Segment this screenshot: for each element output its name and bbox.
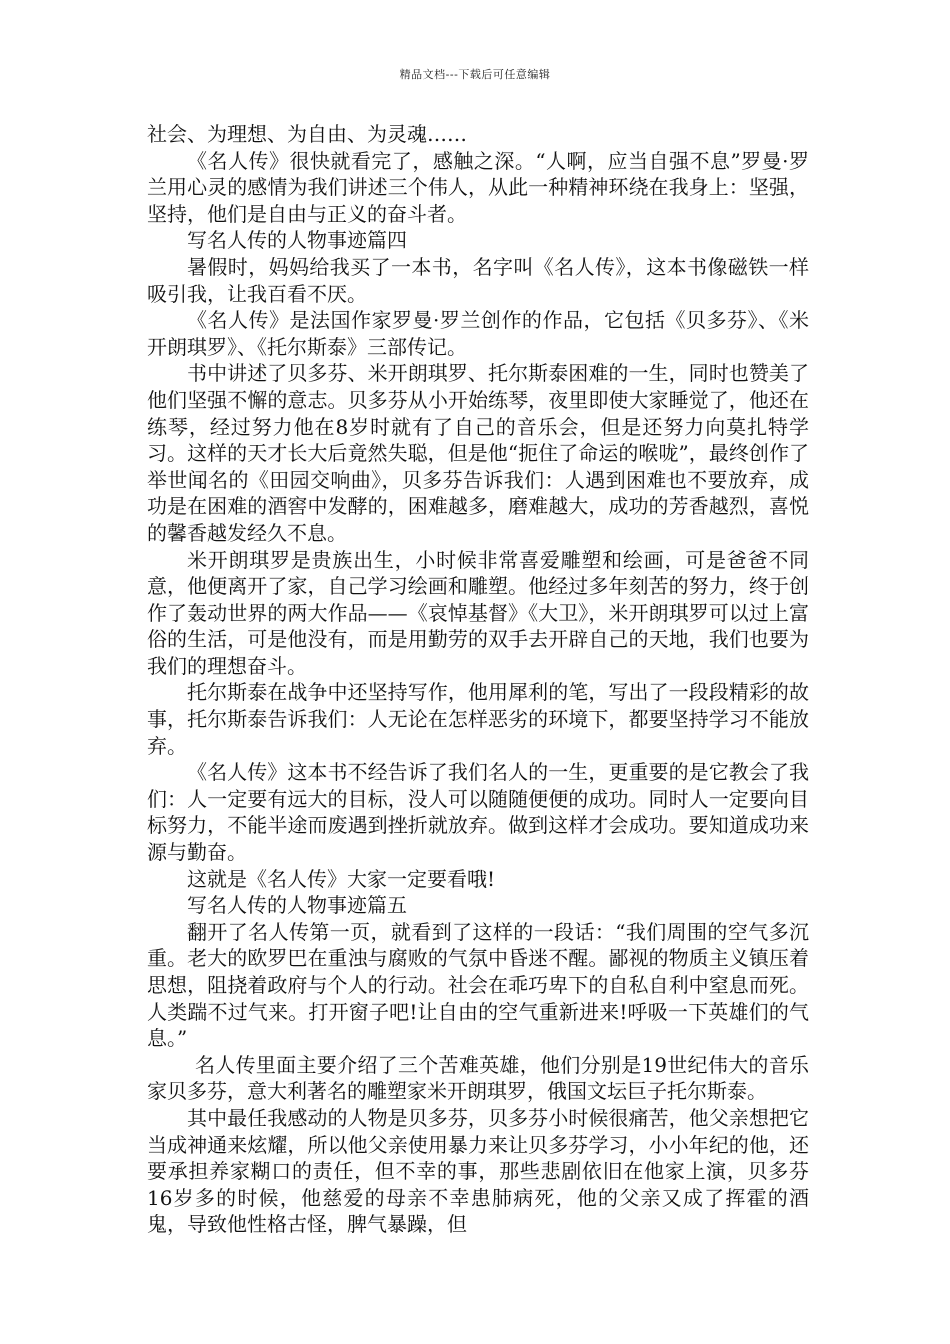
page-header: 精品文档---下载后可任意编辑 <box>399 68 551 81</box>
paragraph: 托尔斯泰在战争中还坚持写作，他用犀利的笔，写出了一段段精彩的故事，托尔斯泰告诉我们：人无论在怎样恶劣的环境下，都要坚持学习不能放弃。 <box>147 680 809 758</box>
document-body <box>147 121 809 1238</box>
paragraph: 名人传里面主要介绍了三个苦难英雄，他们分别是19世纪伟大的音乐家贝多芬，意大利著名的雕塑家米开朗琪罗，俄国文坛巨子托尔斯泰。 <box>147 1052 809 1104</box>
section-heading: 写名人传的人物事迹篇五 <box>187 893 407 918</box>
paragraph: 《名人传》是法国作家罗曼·罗兰创作的作品，它包括《贝多芬》、《米开朗琪罗》、《托尔斯泰》三部传记。 <box>147 308 809 359</box>
paragraph: 《名人传》这本书不经告诉了我们名人的一生，更重要的是它教会了我们：人一定要有远大的目标，没人可以随随便便的成功。同时人一定要向目标努力，不能半途而废遇到挫折就放弃。做到这样才会成功。要知道成功来源与勤奋。 <box>147 760 809 865</box>
paragraph: 这就是《名人传》大家一定要看哦! <box>187 866 496 891</box>
paragraph: 暑假时，妈妈给我买了一本书，名字叫《名人传》，这本书像磁铁一样吸引我，让我百看不厌。 <box>147 254 809 306</box>
paragraph: 米开朗琪罗是贵族出生，小时候非常喜爱雕塑和绘画，可是爸爸不同意，他便离开了家，自己学习绘画和雕塑。他经过多年刻苦的努力，终于创作了轰动世界的两大作品——《哀悼基督》《大卫》，米开朗琪罗可以过上富俗的生活，可是他没有，而是用勤劳的双手去开辟自己的天地，我们也要为我们的理想奋斗。 <box>147 547 809 678</box>
paragraph: 翻开了名人传第一页，就看到了这样的一段话：“我们周围的空气多沉重。老大的欧罗巴在重浊与腐败的气氛中昏迷不醒。鄙视的物质主义镇压着思想，阻挠着政府与个人的行动。社会在乖巧卑下的自私自利中窒息而死。人类踹不过气来。打开窗子吧!让自由的空气重新进来!呼吸一下英雄们的气息。” <box>147 919 809 1051</box>
paragraph: 社会、为理想、为自由、为灵魂…… <box>147 122 467 146</box>
paragraph: 书中讲述了贝多芬、米开朗琪罗、托尔斯泰困难的一生，同时也赞美了他们坚强不懈的意志。贝多芬从小开始练琴，夜里即使大家睡觉了，他还在练琴，经过努力他在8岁时就有了自己的音乐会，但是还努力向莫扎特学习。这样的天才长大后竟然失聪，但是他“扼住了命运的喉咙”，最终创作了举世闻名的《田园交响曲》，贝多芬告诉我们：人遇到困难也不要放弃，成功是在困难的酒窖中发酵的，困难越多，磨难越大，成功的芳香越烈，喜悦的馨香越发经久不息。 <box>147 361 809 545</box>
paragraph: 《名人传》很快就看完了，感触之深。“人啊，应当自强不息”罗曼·罗兰用心灵的感情为我们讲述三个伟人，从此一种精神环绕在我身上：坚强，坚持，他们是自由与正义的奋斗者。 <box>147 148 809 226</box>
section-heading: 写名人传的人物事迹篇四 <box>187 228 407 253</box>
paragraph: 其中最任我感动的人物是贝多芬，贝多芬小时候很痛苦，他父亲想把它当成神通来炫耀，所以他父亲使用暴力来让贝多芬学习，小小年纪的他，还要承担养家糊口的责任，但不幸的事，那些悲剧依旧在他家上演，贝多芬16岁多的时候，他慈爱的母亲不幸患肺病死，他的父亲又成了挥霍的酒鬼，导致他性格古怪，脾气暴躁，但 <box>147 1105 809 1237</box>
